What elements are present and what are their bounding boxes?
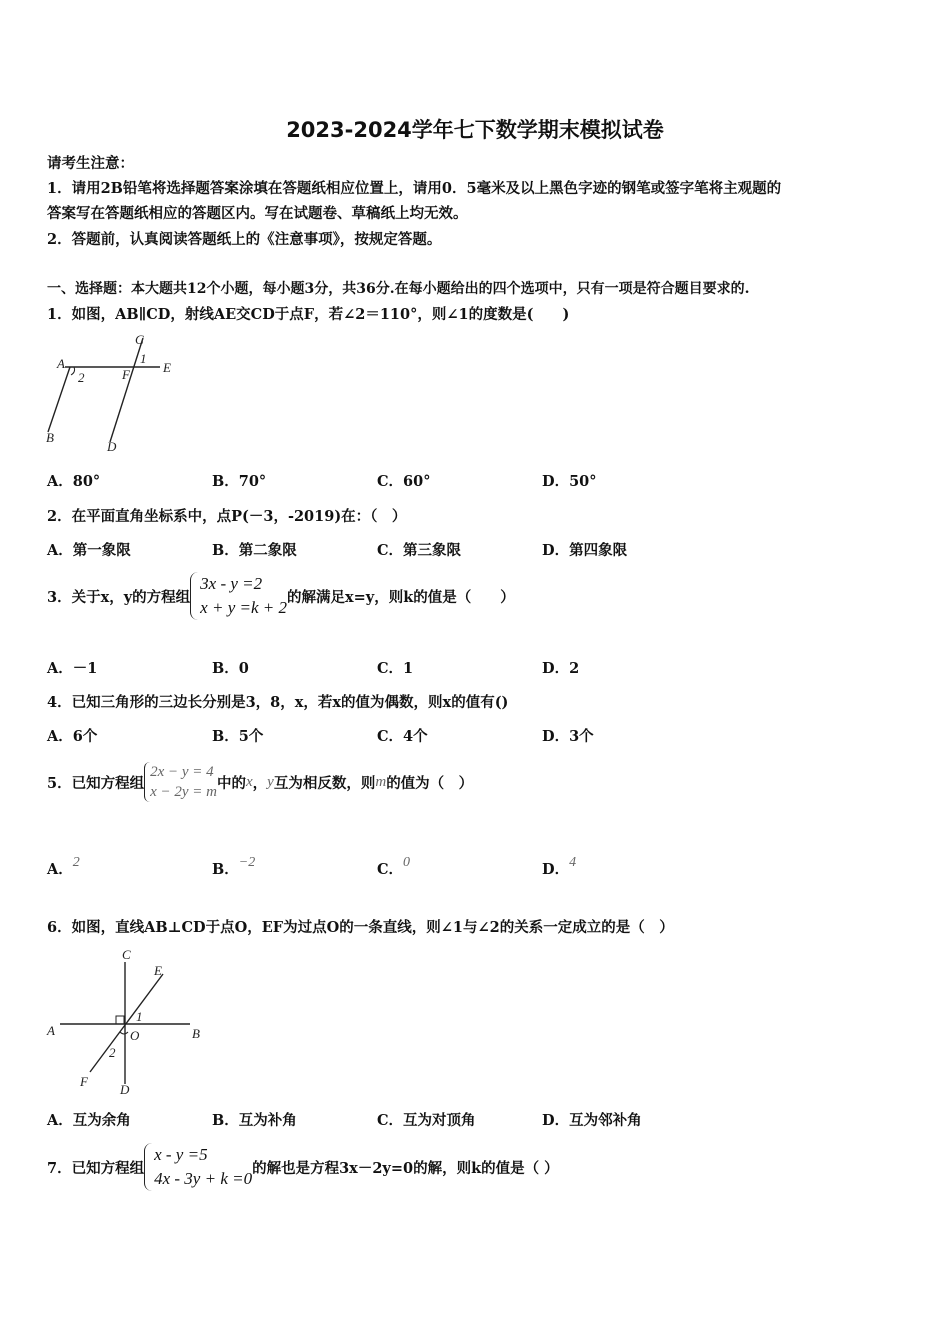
q1-label-1: 1 bbox=[140, 351, 147, 366]
q6-label-f: F bbox=[80, 1074, 88, 1089]
q6-angle2-arc bbox=[120, 1032, 128, 1034]
q5-option-d-value: 4 bbox=[569, 855, 577, 870]
q6-label-2: 2 bbox=[109, 1045, 116, 1060]
q5-var-m: m bbox=[375, 773, 387, 790]
q5-option-a[interactable] bbox=[47, 855, 80, 879]
q1-label-d: D bbox=[107, 439, 117, 454]
q1-angle2-arc bbox=[71, 367, 75, 375]
notice-line-1a: 1．请用2B铅笔将选择题答案涂填在答题纸相应位置上，请用0．5毫米及以上黑色字迹的钢笔或签字笔将主观题的 bbox=[47, 180, 782, 197]
q3-option-a[interactable]: A．－1 bbox=[47, 660, 98, 677]
q5-option-d-label: D． bbox=[542, 861, 570, 878]
q6-option-d[interactable]: D．互为邻补角 bbox=[542, 1112, 642, 1129]
page-title: 2023-2024学年七下数学期末模拟试卷 bbox=[286, 118, 664, 142]
q4-option-d[interactable]: D．3个 bbox=[542, 728, 594, 745]
q7-equation-system bbox=[144, 1143, 252, 1191]
q5-equation-system bbox=[144, 762, 217, 802]
q6-label-1: 1 bbox=[136, 1009, 143, 1024]
q5-stem-pre: 5．已知方程组 bbox=[47, 774, 145, 792]
q4-option-b[interactable]: B．5个 bbox=[212, 728, 264, 745]
q4-option-c[interactable]: C．4个 bbox=[377, 728, 428, 745]
q5-stem-mid2: 互为相反数，则 bbox=[273, 774, 376, 792]
q5-option-c[interactable] bbox=[377, 855, 411, 879]
q2-option-a[interactable]: A．第一象限 bbox=[47, 542, 131, 559]
q7-eq2: 4x - 3y + k =0 bbox=[154, 1169, 253, 1188]
q4-option-a[interactable]: A．6个 bbox=[47, 728, 98, 745]
q1-option-a[interactable]: A．80° bbox=[47, 473, 101, 490]
q1-label-2: 2 bbox=[78, 370, 85, 385]
q5-option-c-label: C． bbox=[377, 861, 404, 878]
q5-comma: ， bbox=[252, 774, 268, 792]
q5-var-y: y bbox=[267, 773, 274, 790]
q5-option-b-value: −2 bbox=[238, 855, 256, 870]
q1-label-b: B bbox=[46, 430, 54, 445]
q3-brace bbox=[190, 572, 198, 620]
q5-option-a-label: A． bbox=[47, 861, 73, 878]
q3-stem bbox=[47, 570, 515, 622]
q1-option-c[interactable]: C．60° bbox=[377, 473, 431, 490]
q2-option-d[interactable]: D．第四象限 bbox=[542, 542, 628, 559]
q5-brace bbox=[144, 762, 150, 802]
q6-option-c[interactable]: C．互为对顶角 bbox=[377, 1112, 476, 1129]
q7-eq1: x - y =5 bbox=[154, 1145, 208, 1164]
q7-brace bbox=[144, 1143, 152, 1191]
q7-stem-pre: 7．已知方程组 bbox=[47, 1159, 145, 1177]
q3-equation-system bbox=[190, 572, 287, 620]
q1-stem: 1．如图，AB∥CD，射线AE交CD于点F，若∠2＝110°，则∠1的度数是( ) bbox=[47, 306, 570, 323]
q5-option-b-label: B． bbox=[212, 861, 239, 878]
q5-option-a-value: 2 bbox=[72, 855, 80, 870]
q4-stem: 4．已知三角形的三边长分别是3，8，x，若x的值为偶数，则x的值有() bbox=[47, 694, 509, 711]
q6-label-d: D bbox=[120, 1082, 130, 1097]
q1-label-e: E bbox=[163, 360, 171, 375]
q1-label-c: C bbox=[135, 332, 144, 347]
q5-stem-mid: 中的 bbox=[217, 774, 246, 792]
q1-line-ab bbox=[48, 367, 70, 432]
q3-option-c[interactable]: C．1 bbox=[377, 660, 414, 677]
q6-line-ef bbox=[90, 974, 163, 1072]
q3-eq1: 3x - y =2 bbox=[200, 574, 263, 593]
q6-label-c: C bbox=[122, 947, 131, 962]
q3-option-b[interactable]: B．0 bbox=[212, 660, 249, 677]
q5-option-b[interactable] bbox=[212, 855, 256, 879]
q6-figure bbox=[40, 944, 215, 1099]
q1-label-a: A bbox=[57, 356, 65, 371]
q6-label-a: A bbox=[47, 1023, 55, 1038]
q1-figure bbox=[40, 330, 190, 455]
q6-option-b[interactable]: B．互为补角 bbox=[212, 1112, 297, 1129]
q1-option-d[interactable]: D．50° bbox=[542, 473, 597, 490]
q5-option-d[interactable] bbox=[542, 855, 577, 879]
q3-stem-post: 的解满足x=y，则k的值是（ ） bbox=[286, 588, 515, 606]
q5-var-x: x bbox=[246, 773, 253, 790]
q6-label-e: E bbox=[154, 963, 162, 978]
section-heading: 一、选择题：本大题共12个小题，每小题3分，共36分.在每小题给出的四个选项中，只有一项是符合题目要求的. bbox=[47, 281, 750, 297]
q2-option-b[interactable]: B．第二象限 bbox=[212, 542, 297, 559]
q3-stem-pre: 3．关于x，y的方程组 bbox=[47, 588, 191, 606]
notice-line-1b: 答案写在答题纸相应的答题区内。写在试题卷、草稿纸上均无效。 bbox=[47, 205, 468, 222]
q5-option-c-value: 0 bbox=[403, 855, 411, 870]
q2-stem: 2．在平面直角坐标系中，点P(－3，-2019)在：（ ） bbox=[47, 508, 407, 525]
q6-label-o: O bbox=[130, 1028, 140, 1043]
q3-eq2: x + y =k + 2 bbox=[200, 598, 287, 617]
q5-stem bbox=[47, 759, 473, 805]
notice-heading: 请考生注意： bbox=[47, 155, 134, 172]
q6-stem: 6．如图，直线AB⊥CD于点O，EF为过点O的一条直线，则∠1与∠2的关系一定成立的是（ ） bbox=[47, 919, 674, 936]
q1-option-b[interactable]: B．70° bbox=[212, 473, 267, 490]
q6-option-a[interactable]: A．互为余角 bbox=[47, 1112, 131, 1129]
notice-line-2: 2．答题前，认真阅读答题纸上的《注意事项》，按规定答题。 bbox=[47, 231, 442, 248]
q7-stem bbox=[47, 1140, 559, 1194]
q2-option-c[interactable]: C．第三象限 bbox=[377, 542, 462, 559]
q1-label-f: F bbox=[122, 367, 130, 382]
q7-stem-post: 的解也是方程3x－2y=0的解，则k的值是（ ） bbox=[252, 1159, 559, 1177]
q3-option-d[interactable]: D．2 bbox=[542, 660, 580, 677]
q6-right-angle-mark bbox=[116, 1016, 124, 1024]
q6-label-b: B bbox=[192, 1026, 200, 1041]
q1-line-cd bbox=[110, 338, 143, 442]
q5-stem-post: 的值为（ ） bbox=[386, 774, 474, 792]
q5-eq2: x − 2y = m bbox=[150, 784, 217, 800]
q5-eq1: 2x − y = 4 bbox=[150, 764, 214, 780]
